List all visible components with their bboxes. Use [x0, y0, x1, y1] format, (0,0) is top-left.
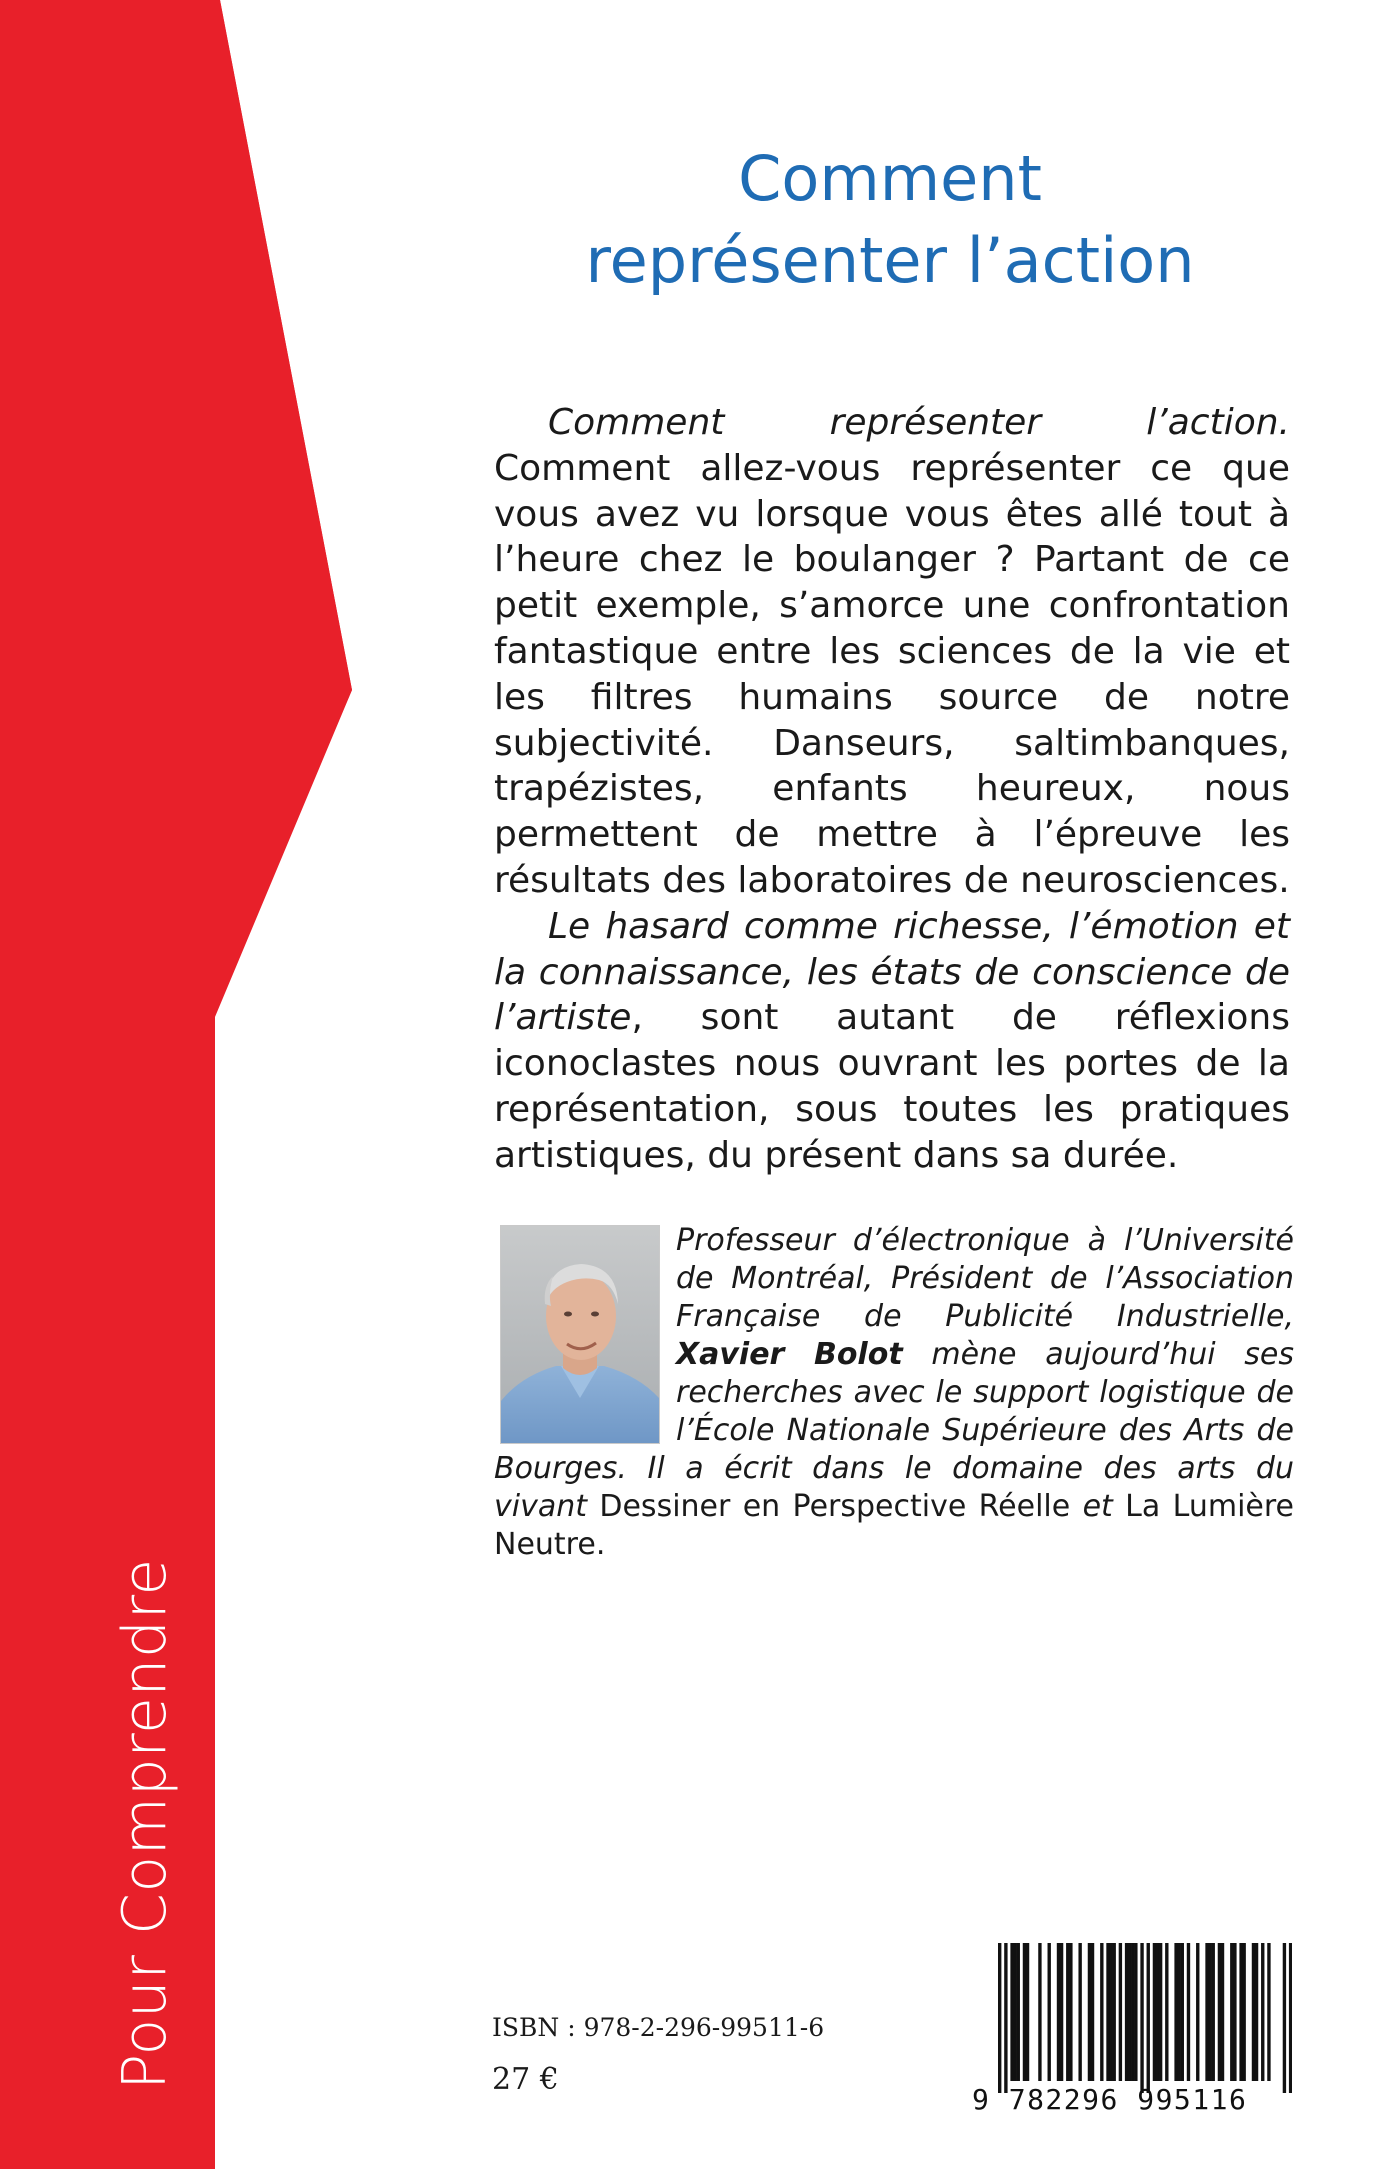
barcode-bar [1153, 1943, 1156, 2081]
barcode-bar [1165, 1943, 1168, 2081]
barcode-bar [1187, 1943, 1190, 2081]
barcode-bar [1289, 1943, 1292, 2093]
red-band-arrow [215, 0, 352, 1005]
back-cover-blurb [494, 400, 1290, 1179]
barcode-bar [1109, 1943, 1112, 2081]
barcode-bar [1233, 1943, 1236, 2081]
barcode-bar [1004, 1943, 1007, 2093]
barcode-bar [1196, 1943, 1199, 2081]
barcode-bar [1119, 1943, 1122, 2081]
barcode-bar [1181, 1943, 1184, 2081]
blurb-p1-text: Comment allez-vous représenter ce que vous avez vu lorsque vous êtes allé tout à l’heure chez le boulanger ? Partant de ce petit exemple, s’amorce une confrontation fantastique entre les sciences de la vie et les filtres humains source de notre subjectivité. Danseurs, saltimbanques, trapézistes, enfants heureux, nous permettent de mettre à l’épreuve les résultats des laboratoires de neurosciences. [494, 447, 1290, 901]
author-bio [494, 1222, 1294, 1564]
barcode-bar [1252, 1943, 1255, 2081]
book-title-1: Dessiner en Perspective Réelle [599, 1489, 1071, 1524]
barcode-bar [1177, 1943, 1180, 2081]
barcode-bar [1134, 1943, 1137, 2081]
barcode-bar [1208, 1943, 1211, 2081]
barcode-bar [1283, 1943, 1286, 2093]
barcode-bar [1218, 1943, 1221, 2081]
series-name: Pour Comprendre [110, 1558, 180, 2090]
barcode-bar [1131, 1943, 1134, 2081]
book-title-2: La Lumière Neutre [494, 1489, 1294, 1562]
barcode-bar [1128, 1943, 1131, 2081]
red-band-strip [0, 0, 215, 2169]
blurb-p1-italic: Comment représenter l’action. [548, 402, 1290, 443]
barcode-number: 9 782296 995116 [972, 2083, 1248, 2116]
barcode-bar [1100, 1943, 1103, 2081]
barcode-bar [1255, 1943, 1258, 2081]
barcode-bar [1013, 1943, 1016, 2081]
bio-text-1: Professeur d’électronique à l’Université de Montréal, Président de l’Association Française de Publicité Industrielle, [676, 1223, 1294, 1334]
price: 27 € [492, 2062, 559, 2097]
barcode-bar [1078, 1943, 1081, 2081]
barcode-bar [1174, 1943, 1177, 2081]
blurb-p2-text: , sont autant de réflexions iconoclastes nous ouvrant les portes de la représentation, sous toutes les pratiques artistiques, du présent dans sa durée. [494, 997, 1290, 1176]
barcode-bar [1023, 1943, 1026, 2081]
photo-spacer [494, 1222, 676, 1450]
barcode-bar [1125, 1943, 1128, 2081]
bio-conjunction: et [1070, 1489, 1126, 1524]
barcode-bar [1205, 1943, 1208, 2081]
barcode-bar [1060, 1943, 1063, 2081]
barcode-bar [1066, 1943, 1069, 2081]
book-title [520, 138, 1260, 302]
isbn: ISBN : 978-2-296-99511-6 [492, 2013, 825, 2042]
title-line-1: Comment [738, 142, 1042, 215]
barcode-bar [1221, 1943, 1224, 2081]
bio-end: . [595, 1527, 606, 1562]
barcode-bar [1230, 1943, 1233, 2081]
barcode-bar [1017, 1943, 1020, 2081]
barcode-bar [1069, 1943, 1072, 2081]
barcode-bar [1026, 1943, 1029, 2081]
barcode-bar [1140, 1943, 1143, 2093]
bio-text-2: mène aujourd’hui ses recherches avec le support logistique de l’École Nationale Supérieure des Arts de Bourges. Il a écrit dans le domaine des arts du vivant [494, 1337, 1294, 1524]
barcode-bar [1057, 1943, 1060, 2081]
blurb-paragraph-1 [494, 400, 1290, 904]
barcode-bar [1159, 1943, 1162, 2081]
barcode-bar [1212, 1943, 1215, 2081]
barcode-bar [1010, 1943, 1013, 2081]
barcode-bar [1048, 1943, 1051, 2081]
blurb-p2-italic: Le hasard comme richesse, l’émotion et la connaissance, les états de conscience de l’artiste [494, 905, 1290, 1039]
blurb-paragraph-2 [494, 904, 1290, 1179]
barcode-bar [1242, 1943, 1245, 2081]
barcode [972, 1943, 1296, 2118]
barcode-bars [998, 1943, 1292, 2093]
author-name: Xavier Bolot [676, 1337, 903, 1372]
barcode-bar [1088, 1943, 1091, 2081]
barcode-bar [1106, 1943, 1109, 2081]
barcode-bar [1156, 1943, 1159, 2081]
barcode-bar [1113, 1943, 1116, 2081]
title-line-2: représenter l’action [585, 224, 1195, 297]
barcode-bar [1267, 1943, 1270, 2081]
barcode-bar [1038, 1943, 1041, 2081]
red-side-band [0, 0, 360, 2169]
barcode-bar [1091, 1943, 1094, 2081]
barcode-bar [998, 1943, 1001, 2093]
barcode-bar [1239, 1943, 1242, 2081]
barcode-bar [1147, 1943, 1150, 2093]
barcode-bar [1261, 1943, 1264, 2081]
